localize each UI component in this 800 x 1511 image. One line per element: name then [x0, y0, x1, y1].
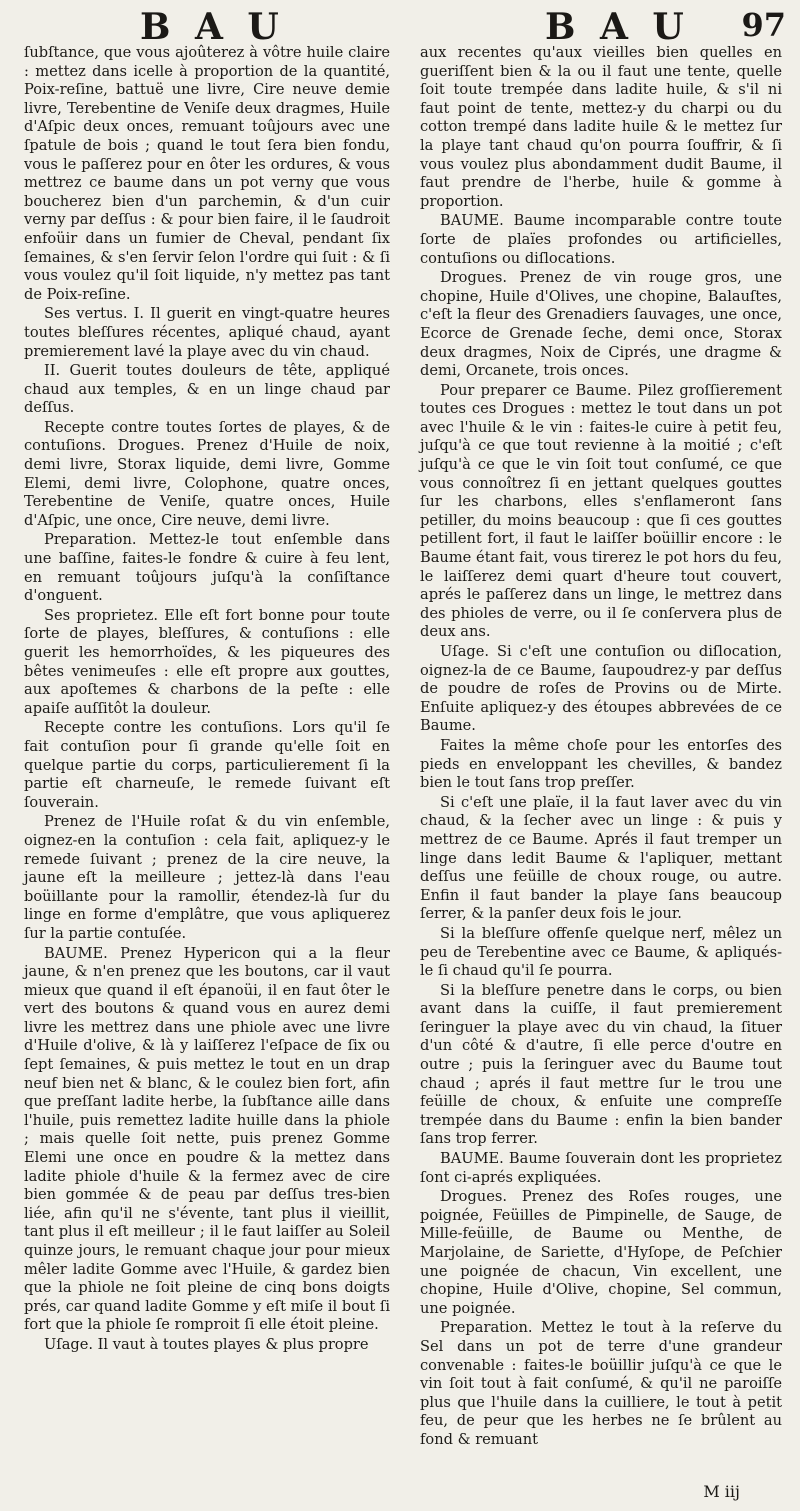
paragraph: Ses vertus. I. Il guerit en vingt-quatre heures toutes bleſſures récentes, apliqué chaud, ayant premierement lavé la playe avec du vin chaud.: [24, 305, 390, 360]
paragraph: Preparation. Mettez le tout à la reſerve du Sel dans un pot de terre d'une grandeur convenable : faites-le boüillir juſqu'à ce que le vin ſoit tout à fait conſumé, & qu'il ne paroiſſe plus que l'huile dans la cuilliere, le tout à petit feu, de peur que les herbes ne ſe brûlent au fond & remuant: [420, 1319, 782, 1448]
paragraph: Uſage. Il vaut à toutes playes & plus propre: [44, 1335, 369, 1353]
paragraph: Drogues. Prenez de vin rouge gros, une chopine, Huile d'Olives, une chopine, Balauſtes, c'eſt la fleur des Grenadiers ſauvages, une once, Ecorce de Grenade ſeche, demi once, Storax deux dragmes, Noix de Ciprés, une dragme & demi, Orcanete, trois onces.: [420, 269, 782, 380]
paragraph: Si la bleſſure penetre dans le corps, ou bien avant dans la cuiſſe, il faut premierement ſeringuer la playe avec du vin chaud, la ſituer d'un côté & d'autre, ſi elle perce d'outre en outre ; puis la ſeringuer avec du Baume tout chaud ; aprés il faut mettre ſur le trou une feüille de choux, & enſuite une compreſſe trempée dans du Baume : enfin la bien bander ſans trop ferrer.: [420, 981, 782, 1148]
paragraph: Prenez de l'Huile roſat & du vin enſemble, oignez-en la contuſion : cela fait, apliquez-y le remede ſuivant ; prenez de la cire neuve, la jaune eſt la meilleure ; jettez-là dans l'eau boüillante pour la ramollir, étendez-là ſur du linge en forme d'emplâtre, que vous apliquerez ſur la partie contuſée.: [24, 813, 390, 942]
paragraph: Drogues. Prenez des Roſes rouges, une poignée, Feüilles de Pimpinelle, de Sauge, de Mille-feüille, de Baume ou Menthe, de Marjolaine, de Sariette, d'Hyſope, de Peſchier une poignée de chacun, Vin excellent, une chopine, Huile d'Olive, chopine, Sel commun, une poignée.: [420, 1188, 782, 1317]
running-head-left: B A U: [140, 6, 285, 48]
paragraph: BAUME. Baume ſouverain dont les proprietez ſont ci-aprés expliquées.: [420, 1150, 782, 1186]
paragraph: Preparation. Mettez-le tout enſemble dans une baſſine, faites-le fondre & cuire à feu lent, en remuant toûjours juſqu'à la conſiſtance d'onguent.: [24, 531, 390, 605]
left-column: [24, 44, 390, 1356]
paragraph: Pour preparer ce Baume. Pilez groſſierement toutes ces Drogues : mettez le tout dans un pot avec l'huile & le vin : faites-le cuire à petit feu, juſqu'à ce que tout revienne à la moitié ; c'eſt juſqu'à ce que le vin ſoit tout conſumé, ce que vous connoîtrez ſi en jettant quelques gouttes ſur les charbons, elles s'enflameront ſans petiller, du moins beaucoup : que ſi ces gouttes petillent fort, il faut le laiſſer boüillir encore : le Baume étant fait, vous tirerez le pot hors du feu, le laiſſerez demi quart d'heure tout couvert, aprés le paſſerez dans un linge, le mettrez dans des phioles de verre, ou il ſe conſervera plus de deux ans.: [420, 381, 782, 641]
right-column: [420, 44, 782, 1451]
paragraph: BAUME. Baume incomparable contre toute ſorte de plaïes profondes ou artificielles, contuſions ou diſlocations.: [420, 212, 782, 267]
paragraph: Uſage. Si c'eſt une contuſion ou diſlocation, oignez-la de ce Baume, ſaupoudrez-y par deſſus de poudre de roſes de Provins ou de Mirte. Enſuite apliquez-y des étoupes abbrevées de ce Baume.: [420, 643, 782, 735]
paragraph: Faites la même choſe pour les entorſes des pieds en enveloppant les chevilles, & bandez bien le tout ſans trop preſſer.: [420, 736, 782, 792]
paragraph: Ses proprietez. Elle eſt fort bonne pour toute ſorte de playes, bleſſures, & contuſions : elle guerit les hemorrhoïdes, & les piqueures des bêtes venimeuſes : elle eſt propre aux gouttes, aux apoſtemes & charbons de la peſte : elle apaiſe auſſitôt la douleur.: [24, 606, 390, 717]
paragraph: ſubſtance, que vous ajoûterez à vôtre huile claire : mettez dans icelle à proportion de la quantité, Poix-reſine, battuë une livre, Cire neuve demie livre, Terebentine de Veniſe deux dragmes, Huile d'Aſpic deux onces, remuant toûjours avec une ſpatule de bois ; quand le tout ſera bien fondu, vous le paſſerez pour en ôter les ordures, & vous mettrez ce baume dans un pot verny que vous boucherez bien d'un parchemin, & d'un cuir verny par deſſus : & pour bien faire, il le ſaudroit enfoüir dans un fumier de Cheval, pendant ſix ſemaines, & s'en ſervir ſelon l'ordre qui ſuit : & ſi vous voulez qu'il ſoit liquide, n'y mettez pas tant de Poix-reſine.: [24, 44, 390, 303]
page-number: 97: [741, 6, 786, 44]
paragraph: Recepte contre toutes ſortes de playes, & de contuſions. Drogues. Prenez d'Huile de noix, demi livre, Storax liquide, demi livre, Gomme Elemi, demi livre, Colophone, quatre onces, Terebentine de Veniſe, quatre onces, Huile d'Aſpic, une once, Cire neuve, demi livre.: [24, 418, 390, 529]
paragraph: aux recentes qu'aux vieilles bien quelles en gueriſſent bien & la ou il faut une tente, quelle ſoit toute trempée dans ladite huile, & s'il ni faut point de tente, mettez-y du charpi ou du cotton trempé dans ladite huile & le mettez ſur la playe tant chaud qu'on pourra ſouffrir, & ſi vous voulez plus abondamment dudit Baume, il faut prendre de l'herbe, huile & gomme à proportion.: [420, 44, 782, 210]
paragraph: Recepte contre les contuſions. Lors qu'il ſe fait contuſion pour ſi grande qu'elle ſoit en quelque partie du corps, particulierement ſi la partie eſt charneuſe, le remede ſuivant eſt ſouverain.: [24, 719, 390, 811]
signature-mark: M iij: [703, 1482, 740, 1501]
running-head-right: B A U: [545, 6, 690, 48]
paragraph: Si c'eſt une plaïe, il la faut laver avec du vin chaud, & la ſecher avec un linge : & puis y mettrez de ce Baume. Aprés il faut tremper un linge dans ledit Baume & l'apliquer, mettant deſſus une feüille de choux rouge, ou autre. Enfin il faut bander la playe ſans beaucoup ſerrer, & la panſer deux fois le jour.: [420, 793, 782, 923]
paragraph: BAUME. Prenez Hypericon qui a la fleur jaune, & n'en prenez que les boutons, car il vaut mieux que quand il eſt épanoüi, il en faut ôter le vert des boutons & quand vous en aurez demi livre les mettrez dans une phiole avec une livre d'Huile d'olive, & là y laiſſerez l'eſpace de ſix ou ſept ſemaines, & puis mettez le tout en un drap neuf bien net & blanc, & le coulez bien fort, afin que preſſant ladite herbe, la ſubſtance aille dans l'huile, puis remettez ladite huille dans la phiole ; mais quelle ſoit nette, puis prenez Gomme Elemi une once en poudre & la mettez dans ladite phiole d'huile & la fermez avec de cire bien gommée & de peau par deſſus tres-bien liée, afin qu'il ne s'évente, tant plus il vieillit, tant plus il eſt meilleur ; il le faut laiſſer au Soleil quinze jours, le remuant chaque jour pour mieux mêler ladite Gomme avec l'Huile, & gardez bien que la phiole ne ſoit pleine de cinq bons doigts prés, car quand ladite Gomme y eſt miſe il bout ſi fort que la phiole ſe romproit ſi elle étoit pleine.: [24, 944, 390, 1334]
paragraph: Si la bleſſure offenſe quelque nerf, mêlez un peu de Terebentine avec ce Baume, & apliqués-le ſi chaud qu'il ſe pourra.: [420, 924, 782, 980]
paragraph: II. Guerit toutes douleurs de tête, appliqué chaud aux temples, & en un linge chaud par deſſus.: [24, 362, 390, 417]
